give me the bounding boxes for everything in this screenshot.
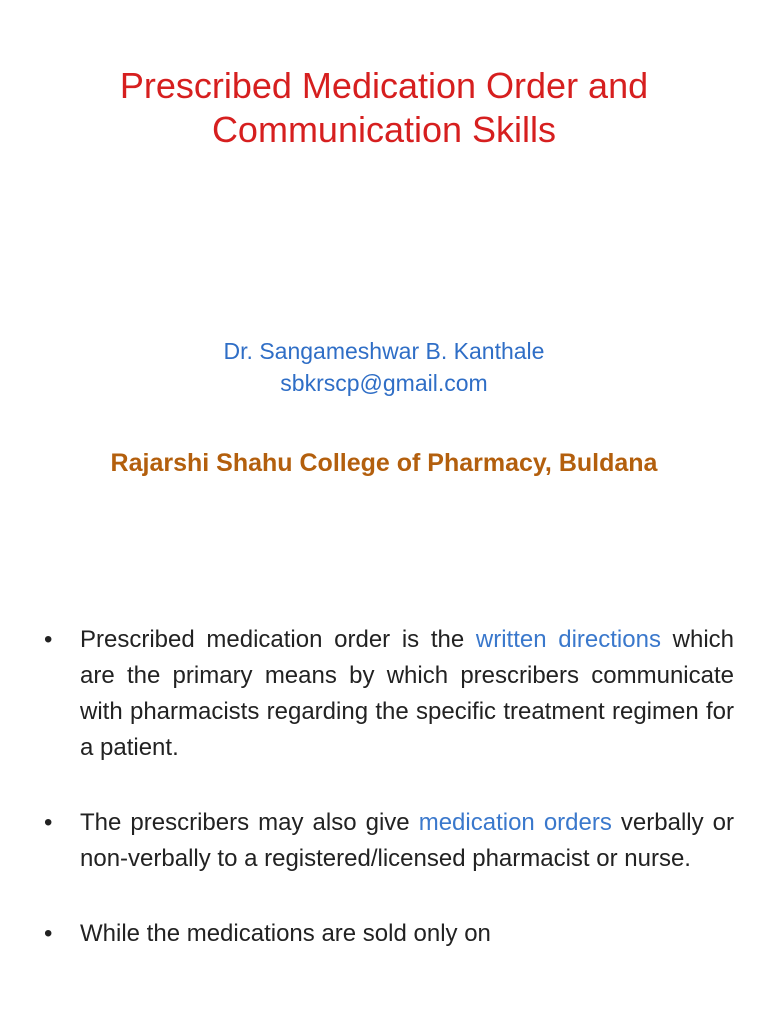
bullet-text-segment: which are the primary means by which prescribers communicate with pharmacists regarding the specific treatment regimen for a patient. bbox=[80, 626, 734, 761]
bullet-list bbox=[44, 622, 734, 952]
title-line-1: Prescribed Medication Order and bbox=[119, 65, 649, 106]
author-name: Dr. Sangameshwar B. Kanthale bbox=[223, 338, 545, 364]
bullet-item bbox=[44, 622, 734, 766]
bullet-marker: • bbox=[44, 809, 53, 836]
bullet-text-segment: While the medications are sold only on bbox=[80, 920, 491, 947]
author-block bbox=[0, 335, 768, 399]
bullet-text-segment: Prescribed medication order is the bbox=[80, 626, 476, 653]
title-line-2: Communication Skills bbox=[211, 109, 557, 150]
bullet-marker: • bbox=[44, 920, 53, 947]
highlighted-phrase: medication orders bbox=[418, 809, 612, 836]
page-title bbox=[0, 64, 768, 152]
author-email: sbkrscp@gmail.com bbox=[280, 370, 488, 396]
bullet-text bbox=[80, 805, 734, 877]
bullet-text bbox=[80, 622, 734, 766]
bullet-text-segment: The prescribers may also give bbox=[80, 809, 419, 836]
highlighted-phrase: written directions bbox=[475, 626, 661, 653]
bullet-item bbox=[44, 916, 734, 952]
bullet-text bbox=[80, 916, 734, 952]
bullet-marker: • bbox=[44, 626, 53, 653]
institution-name: Rajarshi Shahu College of Pharmacy, Buldana bbox=[110, 449, 658, 477]
bullet-text-segment: verbally or non-verbally to a registered/licensed pharmacist or nurse. bbox=[80, 809, 734, 872]
bullet-item bbox=[44, 805, 734, 877]
